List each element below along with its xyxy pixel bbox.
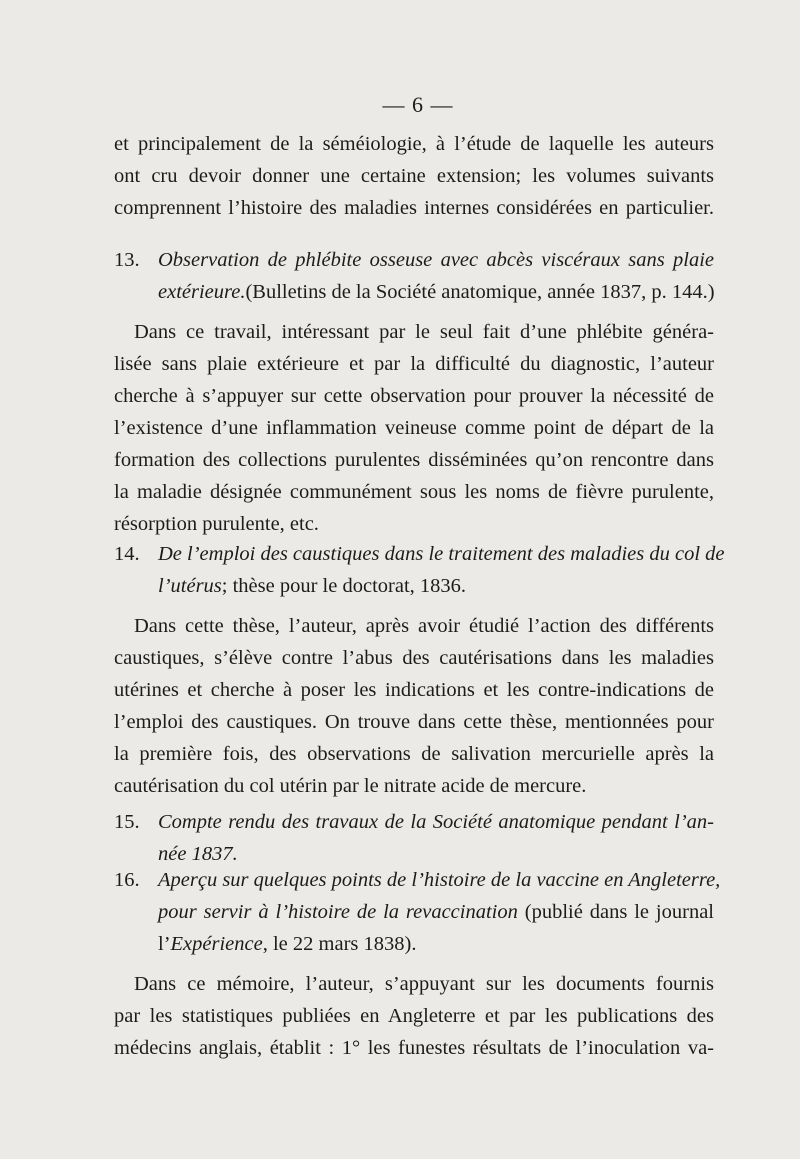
text-line: Dans cette thèse, l’auteur, après avoir étudié l’action des différents xyxy=(134,615,714,637)
text-line: la première fois, des observations de salivation mercurielle après la xyxy=(114,743,714,765)
entry-title-text: pour servir à l’histoire de la revaccination xyxy=(158,901,518,923)
text-line: ont cru devoir donner une certaine extension; les volumes suivants xyxy=(114,165,714,187)
intro-paragraph xyxy=(114,128,714,224)
reference-text: ; thèse pour le doctorat, 1836. xyxy=(221,575,467,597)
entry-number: 15. xyxy=(114,811,140,833)
text-line: l’existence d’une inflammation veineuse comme point de départ de la xyxy=(114,417,714,439)
entry-13 xyxy=(114,244,714,308)
text-line: la maladie désignée communément sous les noms de fièvre purulente, xyxy=(114,481,714,503)
text-line: comprennent l’histoire des maladies internes considérées en particulier. xyxy=(114,197,714,219)
page-number: — 6 — xyxy=(382,92,454,117)
text-line: l’emploi des caustiques. On trouve dans cette thèse, mentionnées pour xyxy=(114,711,714,733)
text-line: cautérisation du col utérin par le nitrate acide de mercure. xyxy=(114,775,587,797)
entry-title-text: née 1837. xyxy=(158,843,238,865)
entry-15 xyxy=(114,806,714,870)
journal-name: Expérience xyxy=(170,933,263,955)
entry-title-text: extérieure. xyxy=(158,281,246,303)
reference-text: (publié dans le journal xyxy=(517,901,714,923)
entry-16-paragraph xyxy=(114,968,714,1064)
reference-text: , le 22 mars 1838). xyxy=(262,933,417,955)
reference-text: l’ xyxy=(158,933,171,955)
entry-title-text: l’utérus xyxy=(158,575,222,597)
text-line: Dans ce travail, intéressant par le seul fait d’une phlébite généra- xyxy=(134,321,714,343)
entry-number: 14. xyxy=(114,543,140,565)
text-line: caustiques, s’élève contre l’abus des cautérisations dans les maladies xyxy=(114,647,714,669)
text-line: formation des collections purulentes disséminées qu’on rencontre dans xyxy=(114,449,714,471)
entry-13-paragraph xyxy=(114,316,714,540)
text-line: utérines et cherche à poser les indications et les contre-indications de xyxy=(114,679,714,701)
entry-reference xyxy=(158,928,714,960)
entry-title xyxy=(158,896,714,928)
entry-number: 16. xyxy=(114,869,140,891)
entry-16 xyxy=(114,864,721,960)
text-line: cherche à s’appuyer sur cette observation pour prouver la nécessité de xyxy=(114,385,714,407)
entry-title-text: Compte rendu des travaux de la Société anatomique pendant l’an- xyxy=(158,811,714,833)
entry-number: 13. xyxy=(114,249,140,271)
entry-title xyxy=(158,864,721,896)
entry-title-text: De l’emploi des caustiques dans le traitement des maladies du col de xyxy=(158,543,725,565)
entry-14-paragraph xyxy=(114,610,714,802)
text-line: par les statistiques publiées en Angleterre et par les publications des xyxy=(114,1005,714,1027)
entry-reference xyxy=(158,276,714,308)
entry-title xyxy=(158,538,725,570)
entry-title xyxy=(158,806,714,838)
entry-title xyxy=(158,244,714,276)
reference-text: (Bulletins de la Société anatomique, année 1837, p. 144.) xyxy=(245,281,715,303)
entry-14 xyxy=(114,538,725,602)
text-line: médecins anglais, établit : 1° les funestes résultats de l’inoculation va- xyxy=(114,1037,714,1059)
entry-title-text: Observation de phlébite osseuse avec abcès viscéraux sans plaie xyxy=(158,249,714,271)
text-line: et principalement de la séméiologie, à l’étude de laquelle les auteurs xyxy=(114,133,714,155)
text-line: résorption purulente, etc. xyxy=(114,513,319,535)
entry-title-text: Aperçu sur quelques points de l’histoire de la vaccine en Angleterre, xyxy=(158,869,721,891)
text-line: lisée sans plaie extérieure et par la difficulté du diagnostic, l’auteur xyxy=(114,353,714,375)
entry-reference xyxy=(158,570,714,602)
text-line: Dans ce mémoire, l’auteur, s’appuyant sur les documents fournis xyxy=(134,973,714,995)
